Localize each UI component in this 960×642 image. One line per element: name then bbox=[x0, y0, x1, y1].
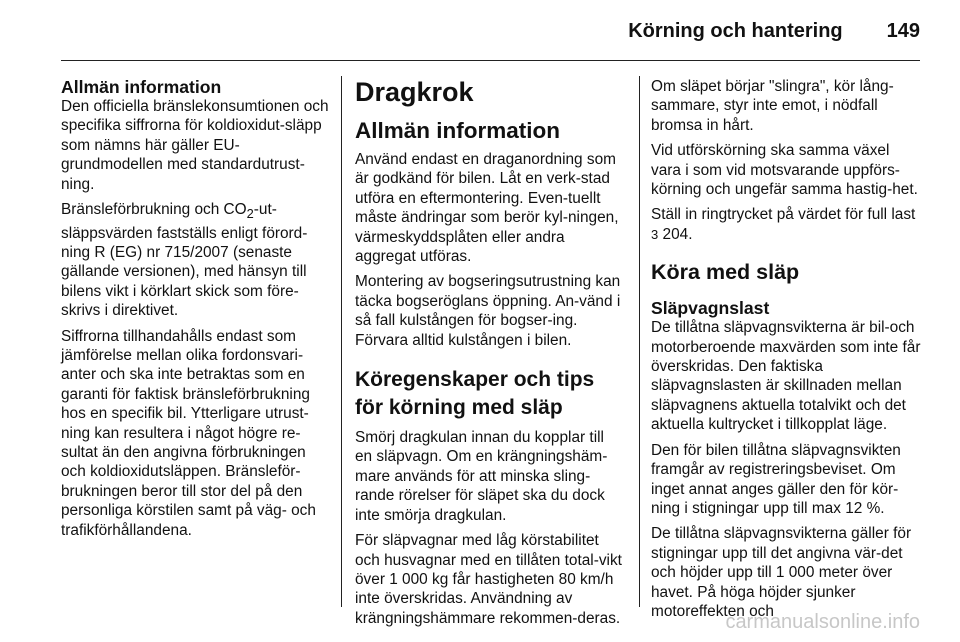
header-rule bbox=[61, 60, 920, 61]
paragraph bbox=[651, 205, 923, 244]
column-2 bbox=[355, 77, 625, 634]
paragraph: Använd endast en draganordning som är godkänd för bilen. Låt en verk-stad utföra en eftermontering. Even-tuellt måste ändringar som berör kyl-ningen, värmeskyddsplåten eller andra aggregat utföras. bbox=[355, 151, 619, 266]
column-divider-1 bbox=[341, 76, 342, 607]
column-divider-2 bbox=[639, 76, 640, 607]
watermark: carmanualsonline.info bbox=[725, 611, 920, 633]
paragraph: För släpvagnar med låg körstabilitet och husvagnar med en tillåten total-vikt över 1 000 kg får hastigheten 80 km/h inte överskridas. Användning av krängningshämmare rekommen-deras. bbox=[355, 532, 622, 627]
paragraph bbox=[61, 200, 329, 321]
subsection-heading: Släpvagnslast bbox=[651, 298, 770, 319]
paragraph: Montering av bogseringsutrustning kan täcka bogseröglans öppning. An-vänd i så fall kulstången för bogser-ing. Förvara alltid kulstången i bilen. bbox=[355, 273, 621, 349]
paragraph: Den officiella bränslekonsumtionen och specifika siffrorna för koldioxidut-släpp som nämns här gäller EU-grundmodellen med standardutrust-ning. bbox=[61, 98, 329, 193]
paragraph: De tillåtna släpvagnsvikterna gäller för stigningar upp till det angivna vär-det och höjder upp till 1 000 meter över havet. På höga höjder sjunker motoreffekten och bbox=[651, 525, 912, 620]
page-reference-icon: 3 bbox=[651, 226, 659, 242]
subscript: 2 bbox=[246, 206, 254, 222]
text: -ut-släppsvärden fastställs enligt förord-ning R (EG) nr 715/2007 (senaste gällande versionen), med hänsyn till bilens vikt i körklart skick som före-skrivs i direktivet. bbox=[61, 201, 308, 320]
chapter-title: Dragkrok bbox=[355, 77, 474, 107]
page-header bbox=[628, 14, 920, 48]
column-1 bbox=[61, 77, 329, 546]
section-heading: Köra med släp bbox=[651, 260, 800, 285]
text: Bränsleförbrukning och CO bbox=[61, 201, 247, 219]
section-title: Körning och hantering bbox=[628, 19, 843, 42]
section-heading: Köregenskaper och tips för körning med släp bbox=[355, 368, 595, 420]
general-info-heading: Allmän information bbox=[61, 77, 222, 97]
page-reference-link[interactable]: 204. bbox=[662, 225, 693, 243]
paragraph: De tillåtna släpvagnsvikterna är bil-och motorberoende maxvärden som inte får överskridas. Den faktiska släpvagnslasten är skillnaden mellan släpvagnens aktuella totalvikt och det aktuella kultrycket i tillkopplat läge. bbox=[651, 319, 921, 434]
text: Ställ in ringtrycket på värdet för full last bbox=[651, 206, 916, 224]
column-3 bbox=[651, 77, 923, 627]
paragraph: Om släpet börjar "slingra", kör lång-sammare, styr inte emot, i nödfall bromsa in hårt. bbox=[651, 78, 894, 134]
paragraph: Vid utförskörning ska samma växel vara i som vid motsvarande uppförs-körning och ungefär samma hastig-het. bbox=[651, 142, 918, 199]
paragraph: Siffrorna tillhandahålls endast som jämförelse mellan olika fordonsvari-anter och ska inte betraktas som en garanti för faktisk bränsleförbrukning hos en specifik bil. Ytterligare utrust-ning kan resultera i något högre re-sultat än den angivna förbrukningen och koldioxidutsläppen. Bränsleför-brukningen beror till stor del på den personliga körstilen samt på väg- och trafikförhållandena. bbox=[61, 327, 316, 539]
page-number: 149 bbox=[886, 19, 920, 42]
paragraph: Smörj dragkulan innan du kopplar till en släpvagn. Om en krängningshäm-mare används för att minska sling-rande rörelser för släpet ska du dock inte smörja dragkulan. bbox=[355, 429, 608, 524]
paragraph: Den för bilen tillåtna släpvagnsvikten framgår av registreringsbeviset. Om inget annat anges gäller den för kör-ning i stigningar upp till max 12 %. bbox=[651, 441, 901, 517]
section-heading: Allmän information bbox=[355, 118, 561, 143]
